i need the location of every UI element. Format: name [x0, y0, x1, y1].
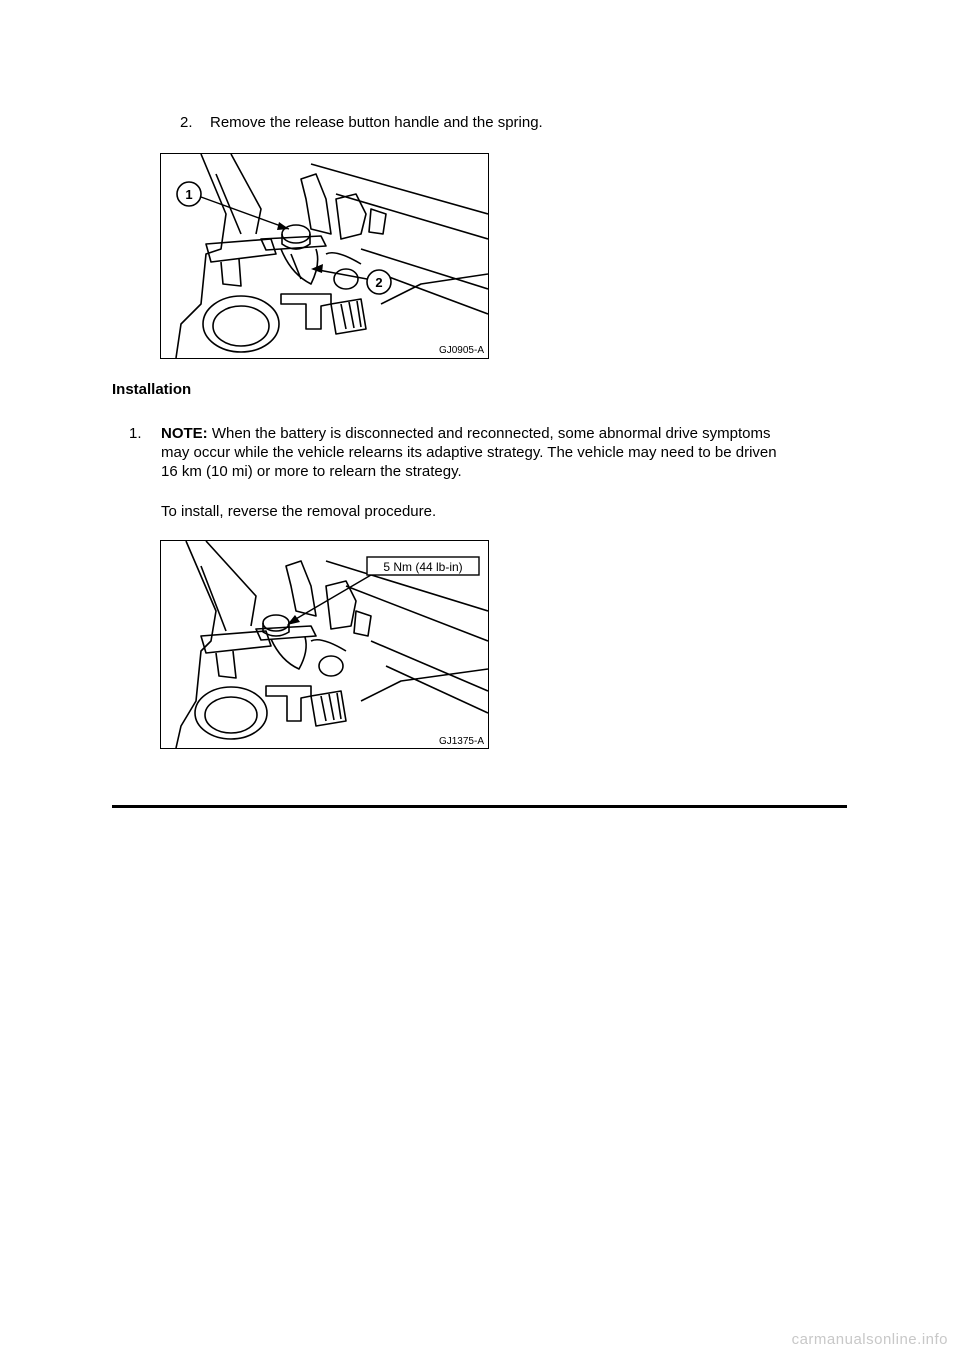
figure-torque-drawing — [161, 541, 488, 748]
callout-2: 2 — [375, 275, 383, 290]
torque-label: 5 Nm (44 lb-in) — [383, 560, 463, 574]
figure-release-button — [160, 153, 489, 359]
install-note-line1 — [161, 424, 770, 444]
callout-1: 1 — [185, 187, 193, 202]
install-step-number: 1. — [129, 425, 142, 442]
section-heading-installation: Installation — [112, 381, 192, 398]
install-note-line3: 16 km (10 mi) or more to relearn the strategy. — [161, 463, 462, 480]
figure-torque — [160, 540, 489, 749]
removal-step-text: Remove the release button handle and the spring. — [210, 114, 543, 131]
removal-step-number: 2. — [180, 114, 193, 131]
install-instruction: To install, reverse the removal procedure. — [161, 503, 437, 520]
figure1-code: GJ0905-A — [438, 345, 484, 356]
figure-release-button-drawing — [161, 154, 488, 358]
figure2-code: GJ1375-A — [438, 736, 484, 747]
install-note-line2: may occur while the vehicle relearns its adaptive strategy. The vehicle may need to be driven — [161, 444, 777, 461]
watermark: carmanualsonline.info — [791, 1331, 948, 1348]
page-divider — [112, 805, 847, 808]
note-label: NOTE: — [161, 425, 208, 442]
note-text-line1: When the battery is disconnected and reconnected, some abnormal drive symptoms — [211, 425, 771, 442]
